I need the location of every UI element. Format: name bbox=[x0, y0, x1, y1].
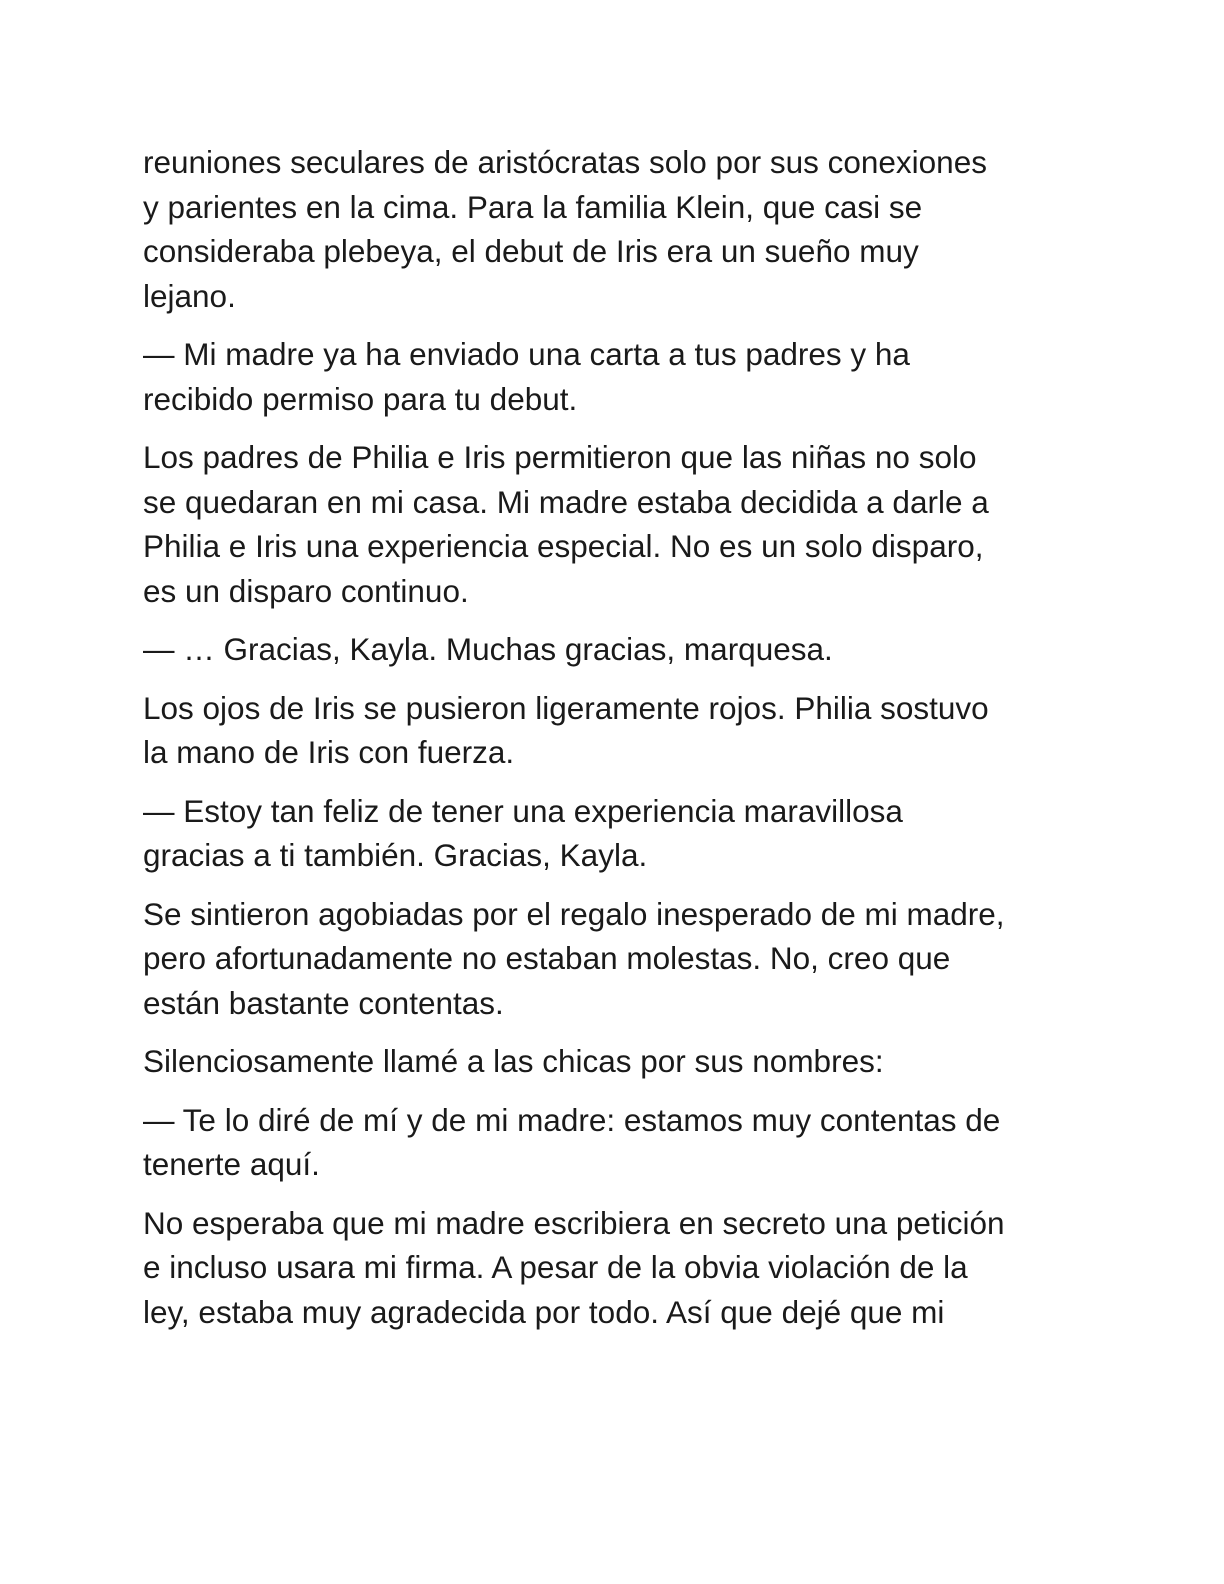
text-line: consideraba plebeya, el debut de Iris era un sueño muy bbox=[143, 233, 919, 269]
text-line: No esperaba que mi madre escribiera en secreto una petición bbox=[143, 1204, 1005, 1241]
text-line: e incluso usara mi firma. A pesar de la obvia violación de la bbox=[143, 1249, 968, 1285]
text-line: Se sintieron agobiadas por el regalo inesperado de mi madre, bbox=[143, 895, 1005, 932]
text-line: — Te lo diré de mí y de mi madre: estamos muy contentas de bbox=[143, 1101, 1001, 1138]
paragraph bbox=[143, 1201, 1083, 1335]
text-line: — Estoy tan feliz de tener una experiencia maravillosa bbox=[143, 792, 903, 829]
text-line: y parientes en la cima. Para la familia Klein, que casi se bbox=[143, 188, 923, 225]
text-line: — … Gracias, Kayla. Muchas gracias, marquesa. bbox=[143, 631, 833, 667]
text-line: ley, estaba muy agradecida por todo. Así que dejé que mi bbox=[143, 1293, 945, 1330]
paragraph bbox=[143, 1098, 1083, 1187]
text-line: — Mi madre ya ha enviado una carta a tus padres y ha bbox=[143, 336, 910, 372]
paragraph bbox=[143, 686, 1083, 775]
text-line: la mano de Iris con fuerza. bbox=[143, 734, 515, 770]
paragraph bbox=[143, 892, 1083, 1026]
text-line: lejano. bbox=[143, 277, 236, 314]
paragraph bbox=[143, 627, 1083, 672]
text-line: reuniones seculares de aristócratas solo por sus conexiones bbox=[143, 144, 987, 180]
paragraph bbox=[143, 140, 1083, 318]
text-line: recibido permiso para tu debut. bbox=[143, 380, 578, 417]
text-line: Los padres de Philia e Iris permitieron que las niñas no solo bbox=[143, 439, 977, 475]
text-line: es un disparo continuo. bbox=[143, 572, 469, 609]
text-line: Los ojos de Iris se pusieron ligeramente rojos. Philia sostuvo bbox=[143, 689, 989, 726]
text-line: pero afortunadamente no estaban molestas. No, creo que bbox=[143, 940, 951, 976]
paragraph bbox=[143, 1039, 1083, 1084]
paragraph bbox=[143, 435, 1083, 613]
text-line: tenerte aquí. bbox=[143, 1146, 320, 1182]
text-line: gracias a ti también. Gracias, Kayla. bbox=[143, 837, 648, 873]
text-line: Philia e Iris una experiencia especial. No es un solo disparo, bbox=[143, 528, 984, 564]
text-line: están bastante contentas. bbox=[143, 984, 504, 1021]
paragraph bbox=[143, 789, 1083, 878]
document-body bbox=[143, 140, 1083, 1348]
paragraph bbox=[143, 332, 1083, 421]
text-line: se quedaran en mi casa. Mi madre estaba decidida a darle a bbox=[143, 483, 989, 520]
text-line: Silenciosamente llamé a las chicas por sus nombres: bbox=[143, 1043, 884, 1079]
